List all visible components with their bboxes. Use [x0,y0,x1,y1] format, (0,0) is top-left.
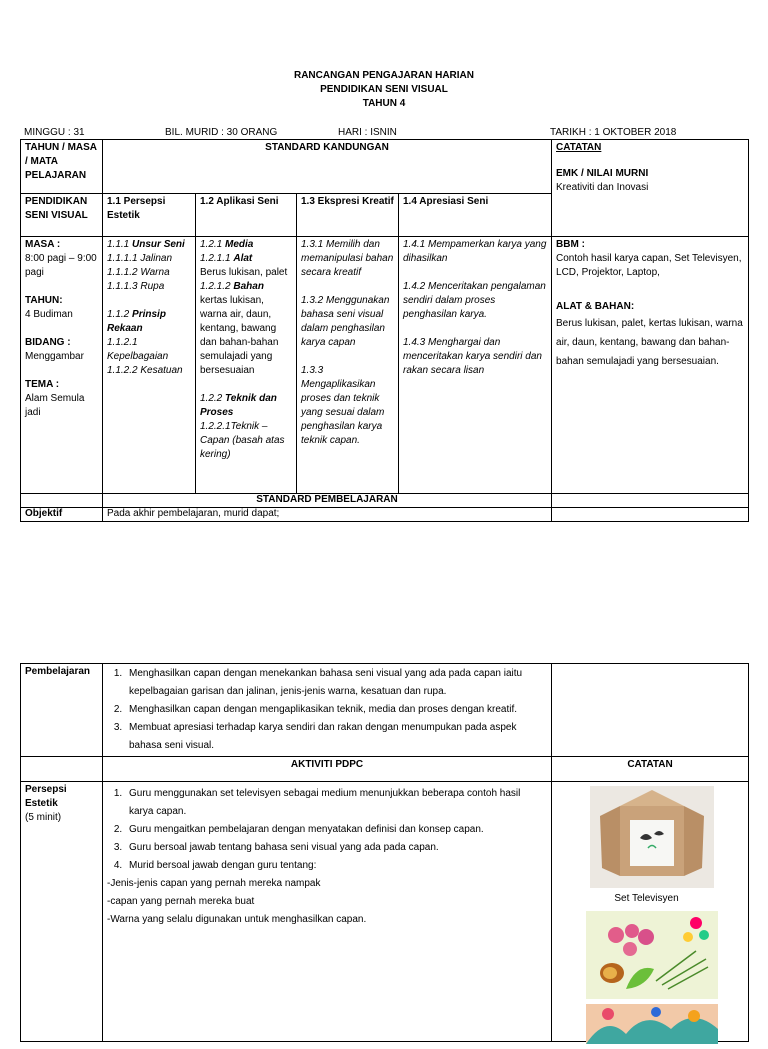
catatan-cell [552,140,749,237]
code-1122: 1.1.2.2 Kesatuan [107,365,183,376]
apresiasi-seni-content [399,237,552,494]
emk-label: EMK / NILAI MURNI [556,168,649,179]
tahun-value: 4 Budiman [25,309,73,320]
doc-title: RANCANGAN PENGAJARAN HARIAN [293,70,474,81]
bidang-value: Menggambar [25,351,84,362]
catatan-header-2: CATATAN [552,757,749,782]
aplikasi-seni-content [196,237,297,494]
code-133: 1.3.3 Mengaplikasikan proses dan teknik yang sesuai dalam penghasilan karya teknik capan. [301,365,385,446]
capan-example-image [586,911,718,999]
code-131: 1.3.1 Memilih dan memanipulasi bahan secara kreatif [301,239,394,278]
code-142: 1.4.2 Menceritakan pengalaman sendiri dalam proses penghasilan karya. [403,281,546,320]
tema-value: Alam Semula jadi [25,393,85,418]
objektif-label: Objektif [21,508,103,522]
media: Media [225,239,254,250]
code-1211: 1.2.1.1 [200,253,231,264]
aktiviti-pdpc-header: AKTIVITI PDPC [103,757,552,782]
aktiviti-content [103,782,552,1042]
bbm-cell [552,237,749,494]
aktiviti-extra: -Jenis-jenis capan yang pernah mereka nampak [107,878,321,889]
bil-murid: BIL. MURID : 30 ORANG [165,127,278,138]
minggu: MINGGU : 31 [24,127,85,138]
aktiviti-item: 4. Murid bersoal jawab dengan guru tentang: [125,857,547,875]
objektif-value: Pada akhir pembelajaran, murid dapat; [103,508,552,522]
capan-example-image-2 [586,1004,718,1044]
code-1112: 1.1.1.2 Warna [107,267,170,278]
alat-text: Berus lukisan, palet [200,267,288,278]
rph-table-1 [20,139,749,522]
tahun-masa-header: TAHUN / MASA / MATA PELAJARAN [21,140,103,194]
persepsi-time: (5 minit) [25,812,62,823]
pembelajaran-item: 2. Menghasilkan capan dengan mengaplikasikan teknik, media dan proses dengan kreatif. [125,701,547,719]
code-1221: 1.2.2.1Teknik – Capan (basah atas kering) [200,421,285,460]
bidang-label: BIDANG : [25,337,71,348]
aktiviti-item: 1. Guru menggunakan set televisyen sebagai medium menunjukkan beberapa contoh hasil karya capan. [125,785,547,821]
tema-label: TEMA : [25,379,60,390]
bahan-text: kertas lukisan, warna air, daun, kentang, bawang dan bahan-bahan semulajadi yang bersesuaian [200,295,279,376]
set-televisyen-image [590,786,714,888]
bahan: Bahan [233,281,264,292]
aktiviti-extra: -Warna yang selalu digunakan untuk menghasilkan capan. [107,914,367,925]
masa-value: 8:00 pagi – 9:00 pagi [25,253,97,278]
col-ekspresi-kreatif: 1.3 Ekspresi Kreatif [297,194,399,237]
masa-tahun-cell [21,237,103,494]
col-apresiasi-seni: 1.4 Apresiasi Seni [399,194,552,237]
aktiviti-extra: -capan yang pernah mereka buat [107,896,255,907]
doc-year: TAHUN 4 [362,98,406,109]
pembelajaran-content [103,664,552,757]
teknik-proses: Teknik dan Proses [200,393,277,418]
catatan-header: CATATAN [556,142,602,153]
pembelajaran-item: 3. Membuat apresiasi terhadap karya sendiri dan rakan dengan menumpukan pada aspek bahasa seni visual. [125,719,547,755]
tahun-label: TAHUN: [25,295,63,306]
hari: HARI : ISNIN [338,127,397,138]
code-122: 1.2.2 [200,393,223,404]
tarikh: TARIKH : 1 OKTOBER 2018 [550,127,677,138]
ekspresi-kreatif-content [297,237,399,494]
unsur-seni: Unsur Seni [132,239,185,250]
code-1113: 1.1.1.3 Rupa [107,281,165,292]
code-1111: 1.1.1.1 Jalinan [107,253,173,264]
col-aplikasi-seni: 1.2 Aplikasi Seni [196,194,297,237]
code-1121: 1.1.2.1 Kepelbagaian [107,337,169,362]
code-112: 1.1.2 [107,309,130,320]
code-1212: 1.2.1.2 [200,281,231,292]
persepsi-cell [21,782,103,1042]
alat-bahan-label: ALAT & BAHAN: [556,301,635,312]
code-143: 1.4.3 Menghargai dan menceritakan karya sendiri dan rakan secara lisan [403,337,542,376]
standard-pembelajaran-header: STANDARD PEMBELAJARAN [103,494,552,508]
col-persepsi-estetik: 1.1 Persepsi Estetik [103,194,196,237]
masa-label: MASA : [25,239,61,250]
pembelajaran-label: Pembelajaran [21,664,103,757]
code-111: 1.1.1 [107,239,130,250]
doc-subject: PENDIDIKAN SENI VISUAL [320,84,448,95]
prinsip-rekaan: Prinsip Rekaan [107,309,166,334]
code-141: 1.4.1 Mempamerkan karya yang dihasilkan [403,239,547,264]
alat: Alat [233,253,253,264]
emk-value: Kreativiti dan Inovasi [556,182,649,193]
code-121: 1.2.1 [200,239,223,250]
bbm-label: BBM : [556,239,585,250]
aktiviti-item: 2. Guru mengaitkan pembelajaran dengan menyatakan definisi dan konsep capan. [125,821,547,839]
image-caption: Set Televisyen [614,893,679,904]
bbm-value: Contoh hasil karya capan, Set Televisyen, LCD, Projektor, Laptop, [556,253,742,278]
subject-cell: PENDIDIKAN SENI VISUAL [21,194,103,237]
pembelajaran-item: 1. Menghasilkan capan dengan menekankan bahasa seni visual yang ada pada capan iaitu kepelbagaian garisan dan jalinan, jenis-jenis warna, kesatuan dan rupa. [125,665,547,701]
code-132: 1.3.2 Menggunakan bahasa seni visual dalam penghasilan karya capan [301,295,390,348]
alat-bahan-value: Berus lukisan, palet, kertas lukisan, warna air, daun, kentang, bawang dan bahan-bahan semulajadi yang bersesuaian. [556,318,743,367]
aktiviti-item: 3. Guru bersoal jawab tentang bahasa seni visual yang ada pada capan. [125,839,547,857]
standard-kandungan-header: STANDARD KANDUNGAN [103,140,552,194]
persepsi-label: Persepsi Estetik [25,784,67,809]
catatan-images-cell [552,782,749,1042]
rph-table-2 [20,663,749,1042]
persepsi-estetik-content [103,237,196,494]
